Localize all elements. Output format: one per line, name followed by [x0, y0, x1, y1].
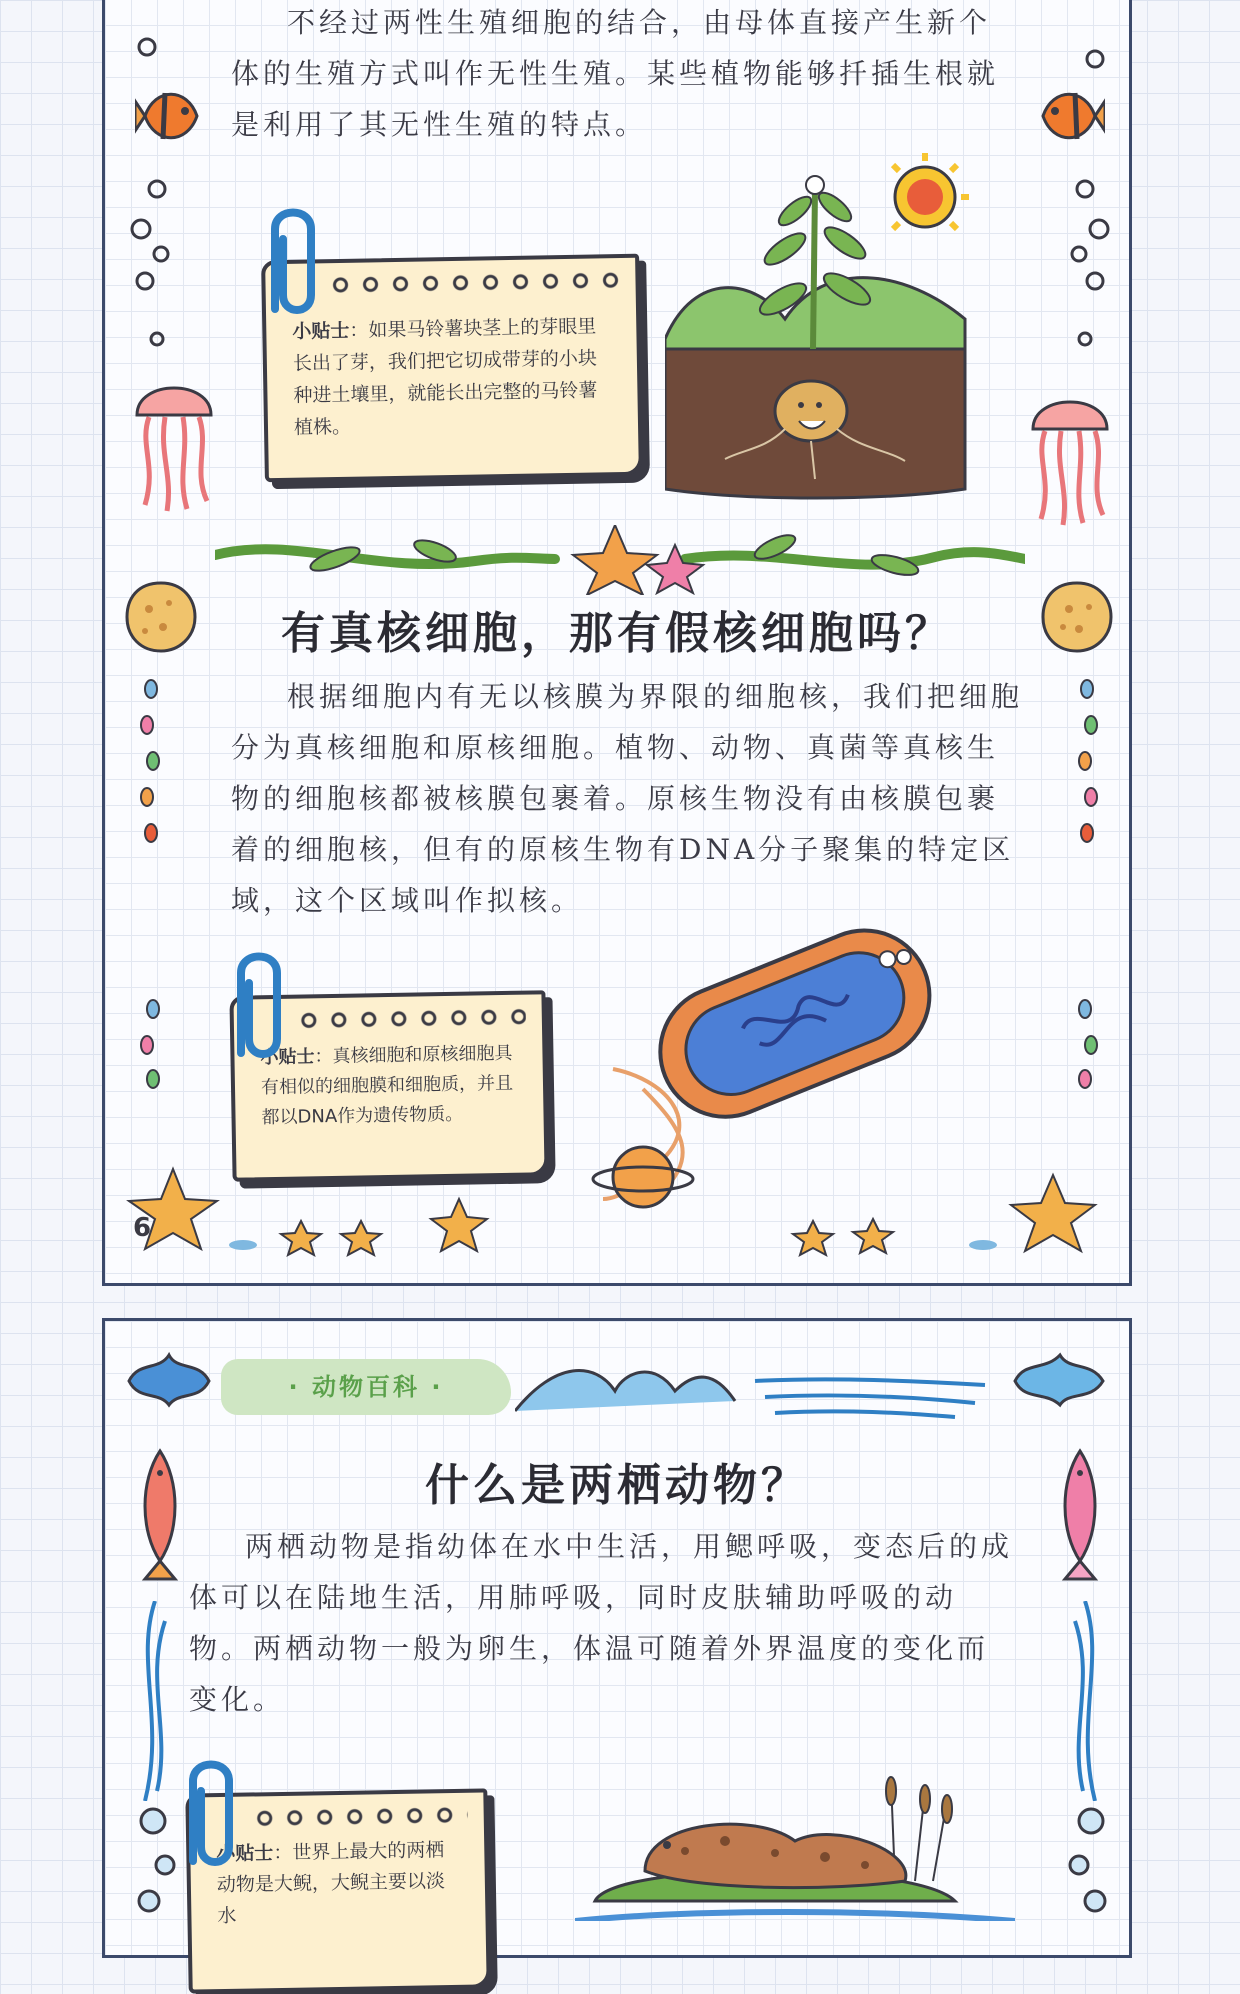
- wave-icon: [1065, 1601, 1115, 1801]
- book-page-2: [102, 1318, 1132, 1958]
- tip-text: ：真核细胞和原核细胞具有相似的细胞膜和细胞质，并且都以DNA作为遗传物质。: [260, 1042, 514, 1129]
- note-holes: [250, 1807, 468, 1827]
- note-holes: [325, 272, 619, 293]
- starfish-icon: [431, 1199, 487, 1251]
- tip-label: 小贴士: [216, 1842, 274, 1866]
- paperclip-icon: [219, 943, 289, 1063]
- wave-icon: [515, 1351, 995, 1431]
- note-holes: [294, 1009, 526, 1029]
- splash-icon: [1005, 1341, 1115, 1411]
- section-heading-cells: 有真核细胞，那有假核细胞吗？: [281, 608, 953, 659]
- intro-paragraph: 不经过两性生殖细胞的结合，由母体直接产生新个体的生殖方式叫作无性生殖。某些植物能够扦插生根就是利用了其无性生殖的特点。: [231, 6, 1000, 141]
- book-page-1: [102, 0, 1132, 1286]
- tip-label: 小贴士: [292, 319, 350, 343]
- seaweed-divider: [215, 525, 1025, 595]
- tip-text: ：如果马铃薯块茎上的芽眼里长出了芽，我们把它切成带芽的小块种进土壤里，就能长出完整的马铃薯植株。: [292, 315, 598, 439]
- starfish-icon: [573, 525, 657, 595]
- section-tag: · 动物百科 ·: [221, 1359, 511, 1415]
- bubble-icon: [1055, 1801, 1115, 1921]
- tip-text: ：世界上最大的两栖动物是大鲵，大鲵主要以淡水: [216, 1839, 446, 1928]
- salamander-illustration: [575, 1761, 1015, 1921]
- jellyfish-icon: [129, 375, 219, 515]
- tip-label: 小贴士: [260, 1046, 315, 1069]
- bead-border-right: [1067, 679, 1107, 1119]
- bubble-icon: [1055, 19, 1115, 359]
- bubble-icon: [127, 19, 187, 359]
- starfish-icon: [341, 1221, 381, 1255]
- starfish-icon: [853, 1219, 893, 1253]
- jellyfish-icon: [1025, 389, 1115, 529]
- potato-plant-illustration: [665, 149, 985, 509]
- section-heading-amphibians: 什么是两栖动物？: [425, 1460, 809, 1511]
- starfish-icon: [793, 1221, 833, 1255]
- wave-icon: [125, 1601, 175, 1801]
- paperclip-icon: [171, 1751, 241, 1871]
- page-number: 6: [133, 1213, 152, 1243]
- starfish-icon: [1011, 1175, 1095, 1251]
- starfish-row: [123, 1159, 1123, 1259]
- amphibians-paragraph: 两栖动物是指幼体在水中生活，用鳃呼吸，变态后的成体可以在陆地生活，用肺呼吸，同时皮肤辅助呼吸的动物。两栖动物一般为卵生，体温可随着外界温度的变化而变化。: [189, 1530, 1014, 1716]
- bead-border-left: [131, 679, 171, 1119]
- paperclip-icon: [253, 199, 323, 319]
- starfish-icon: [647, 545, 703, 593]
- cells-paragraph: 根据细胞内有无以核膜为界限的细胞核，我们把细胞分为真核细胞和原核细胞。植物、动物、真菌等真核生物的细胞核都被核膜包裹着。原核生物没有由核膜包裹着的细胞核，但有的原核生物有DNA分子聚集的特定区域，这个区域叫作拟核。: [231, 680, 1024, 917]
- splash-icon: [119, 1341, 219, 1411]
- starfish-icon: [281, 1221, 321, 1255]
